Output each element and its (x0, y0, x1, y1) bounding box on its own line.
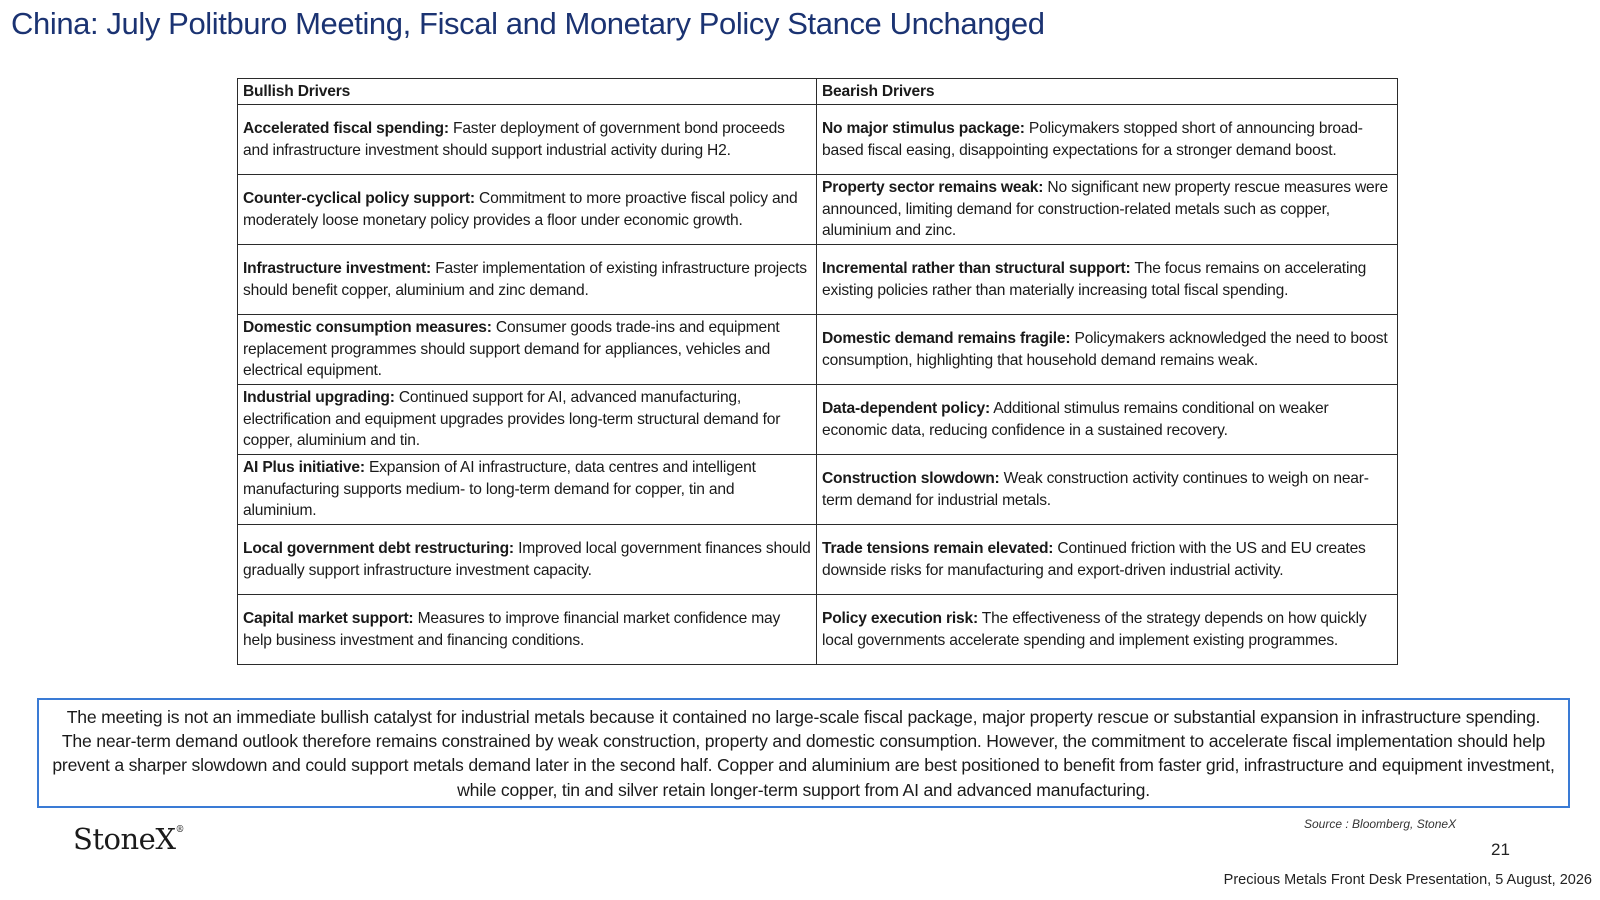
driver-text: Weak construction activity continues to weigh on near-term demand for industrial metals. (822, 469, 1369, 509)
table-row (238, 105, 1398, 175)
bearish-driver-cell (817, 595, 1398, 665)
table-row (238, 525, 1398, 595)
table-row (238, 455, 1398, 525)
source-note: Source : Bloomberg, StoneX (1304, 817, 1457, 831)
driver-title: Data-dependent policy: (822, 399, 991, 417)
bullish-driver-cell (238, 105, 817, 175)
driver-text: Consumer goods trade-ins and equipment replacement programmes should support demand for appliances, vehicles and electrical equipment. (243, 319, 780, 380)
bearish-driver-cell (817, 525, 1398, 595)
page-number: 21 (1491, 840, 1510, 859)
driver-title: Construction slowdown: (822, 469, 1000, 487)
table-row (238, 175, 1398, 245)
slide-title: China: July Politburo Meeting, Fiscal and Monetary Policy Stance Unchanged (11, 6, 1045, 41)
driver-title: Counter-cyclical policy support: (243, 189, 475, 207)
table-row (238, 595, 1398, 665)
bullish-driver-cell (238, 455, 817, 525)
table-header-row (238, 79, 1398, 105)
bullish-driver-cell (238, 525, 817, 595)
bearish-driver-cell (817, 245, 1398, 315)
driver-title: Industrial upgrading: (243, 389, 395, 407)
driver-title: Domestic demand remains fragile: (822, 329, 1071, 347)
table-row (238, 385, 1398, 455)
driver-text: Expansion of AI infrastructure, data centres and intelligent manufacturing supports medium- to long-term demand for copper, tin and aluminium. (243, 459, 756, 520)
driver-text: The effectiveness of the strategy depends on how quickly local governments accelerate spending and implement existing programmes. (822, 609, 1367, 649)
driver-title: Policy execution risk: (822, 609, 978, 627)
bearish-driver-cell (817, 385, 1398, 455)
driver-title: Incremental rather than structural support: (822, 259, 1131, 277)
driver-title: AI Plus initiative: (243, 459, 365, 477)
bearish-driver-cell (817, 315, 1398, 385)
driver-title: Capital market support: (243, 609, 414, 627)
driver-title: Domestic consumption measures: (243, 319, 492, 337)
bullish-drivers-header: Bullish Drivers (238, 79, 817, 105)
driver-text: Improved local government finances should gradually support infrastructure investment capacity. (243, 539, 811, 579)
bullish-driver-cell (238, 315, 817, 385)
bullish-driver-cell (238, 385, 817, 455)
driver-text: Continued support for AI, advanced manufacturing, electrification and equipment upgrades provides long-term structural demand for copper, aluminium and tin. (243, 389, 781, 450)
table-row (238, 245, 1398, 315)
bearish-driver-cell (817, 105, 1398, 175)
driver-title: Accelerated fiscal spending: (243, 119, 449, 137)
bullish-driver-cell (238, 175, 817, 245)
driver-text: Faster deployment of government bond proceeds and infrastructure investment should support industrial activity during H2. (243, 119, 785, 159)
driver-text: The focus remains on accelerating existing policies rather than materially increasing total fiscal spending. (822, 259, 1367, 299)
driver-text: No significant new property rescue measures were announced, limiting demand for construction-related metals such as copper, aluminium and zinc. (822, 179, 1388, 240)
driver-text: Additional stimulus remains conditional on weaker economic data, reducing confidence in a sustained recovery. (822, 399, 1329, 439)
driver-text: Commitment to more proactive fiscal policy and moderately loose monetary policy provides a floor under economic growth. (243, 189, 798, 229)
driver-title: Local government debt restructuring: (243, 539, 514, 557)
drivers-table (237, 78, 1398, 665)
driver-title: No major stimulus package: (822, 119, 1025, 137)
stonex-logo (73, 822, 184, 856)
registered-mark: ® (175, 825, 184, 835)
summary-box (37, 698, 1570, 808)
driver-title: Infrastructure investment: (243, 259, 432, 277)
bearish-driver-cell (817, 175, 1398, 245)
driver-text: Faster implementation of existing infrastructure projects should benefit copper, aluminium and zinc demand. (243, 259, 807, 299)
logo-text: StoneX (73, 822, 176, 856)
bullish-driver-cell (238, 245, 817, 315)
summary-text: The meeting is not an immediate bullish catalyst for industrial metals because it contained no large-scale fiscal package, major property rescue or substantial expansion in infrastructure spending. The near-term demand outlook therefore remains constrained by weak construction, property and domestic consumption. However, the commitment to accelerate fiscal implementation should help prevent a sharper slowdown and could support metals demand later in the second half. Copper and aluminium are best positioned to benefit from faster grid, infrastructure and equipment investment, while copper, tin and silver retain longer-term support from AI and advanced manufacturing. (52, 707, 1555, 800)
driver-title: Trade tensions remain elevated: (822, 539, 1054, 557)
footer-presentation-title: Precious Metals Front Desk Presentation, 5 August, 2026 (1223, 872, 1592, 888)
bearish-drivers-header: Bearish Drivers (817, 79, 1398, 105)
driver-text: Policymakers stopped short of announcing broad-based fiscal easing, disappointing expectations for a stronger demand boost. (822, 119, 1363, 159)
driver-title: Property sector remains weak: (822, 179, 1044, 197)
bearish-driver-cell (817, 455, 1398, 525)
driver-text: Continued friction with the US and EU creates downside risks for manufacturing and export-driven industrial activity. (822, 539, 1366, 579)
driver-text: Policymakers acknowledged the need to boost consumption, highlighting that household demand remains weak. (822, 329, 1388, 369)
table-row (238, 315, 1398, 385)
driver-text: Measures to improve financial market confidence may help business investment and financing conditions. (243, 609, 781, 649)
bullish-driver-cell (238, 595, 817, 665)
